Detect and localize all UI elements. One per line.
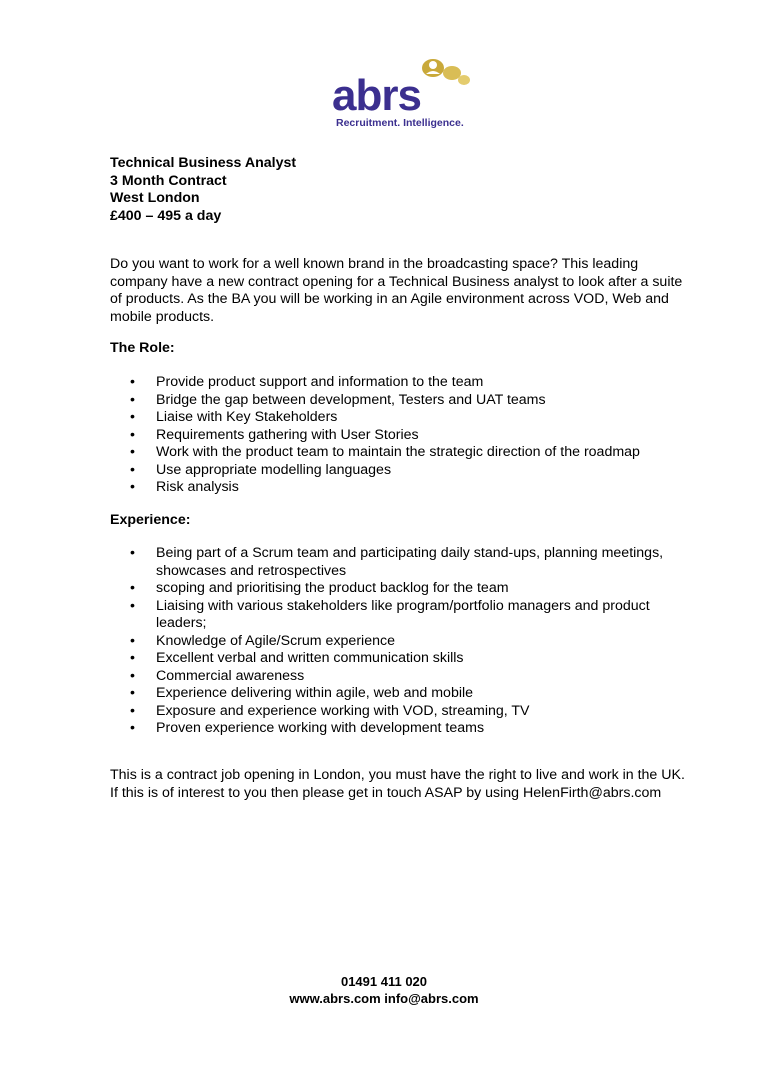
list-item: • Exposure and experience working with VOD, streaming, TV [110,703,690,721]
list-item: • Experience delivering within agile, web and mobile [110,685,690,703]
job-rate: £400 – 495 a day [110,207,222,224]
closing-line-1: This is a contract job opening in London, you must have the right to live and work in the UK. [110,767,685,783]
list-item: • Proven experience working with development teams [110,720,690,738]
list-item: • Bridge the gap between development, Testers and UAT teams [110,392,690,410]
list-item: • Being part of a Scrum team and participating daily stand-ups, planning meetings, showcases and retrospectives [110,545,690,580]
speech-bubbles-icon [422,59,470,85]
job-duration: 3 Month Contract [110,172,227,189]
closing-line-2: If this is of interest to you then please get in touch ASAP by using HelenFirth@abrs.com [110,784,662,801]
list-item: • Knowledge of Agile/Scrum experience [110,633,690,651]
job-header [110,155,690,225]
list-item: • Liaise with Key Stakeholders [110,409,690,427]
list-item: • Work with the product team to maintain the strategic direction of the roadmap [110,444,690,462]
role-heading: The Role: [110,340,175,356]
list-item: • Excellent verbal and written communication skills [110,650,690,668]
logo-wordmark: abrs [332,71,421,120]
list-item: • Requirements gathering with User Stories [110,427,690,445]
job-location: West London [110,190,200,206]
closing-paragraph [110,767,710,802]
abrs-logo [330,52,480,132]
page-footer [0,973,768,1007]
list-item: • Risk analysis [110,479,690,497]
logo-graphic [330,52,480,132]
experience-list [110,545,690,738]
list-item: • Liaising with various stakeholders like program/portfolio managers and product leaders; [110,598,690,633]
list-item: • scoping and prioritising the product backlog for the team [110,580,690,598]
footer-phone: 01491 411 020 [340,974,428,989]
experience-heading: Experience: [110,512,191,528]
job-title: Technical Business Analyst [110,155,297,171]
list-item: • Use appropriate modelling languages [110,462,690,480]
role-list [110,374,690,497]
footer-contact: www.abrs.com info@abrs.com [289,991,479,1006]
list-item: • Provide product support and information to the team [110,374,690,392]
intro-paragraph: Do you want to work for a well known brand in the broadcasting space? This leading company have a new contract opening for a Technical Business analyst to look after a suite of products. As the BA you will be working in an Agile environment across VOD, Web and mobile products. [110,256,683,325]
list-item: • Commercial awareness [110,668,690,686]
logo-tagline: Recruitment. Intelligence. [336,117,464,129]
